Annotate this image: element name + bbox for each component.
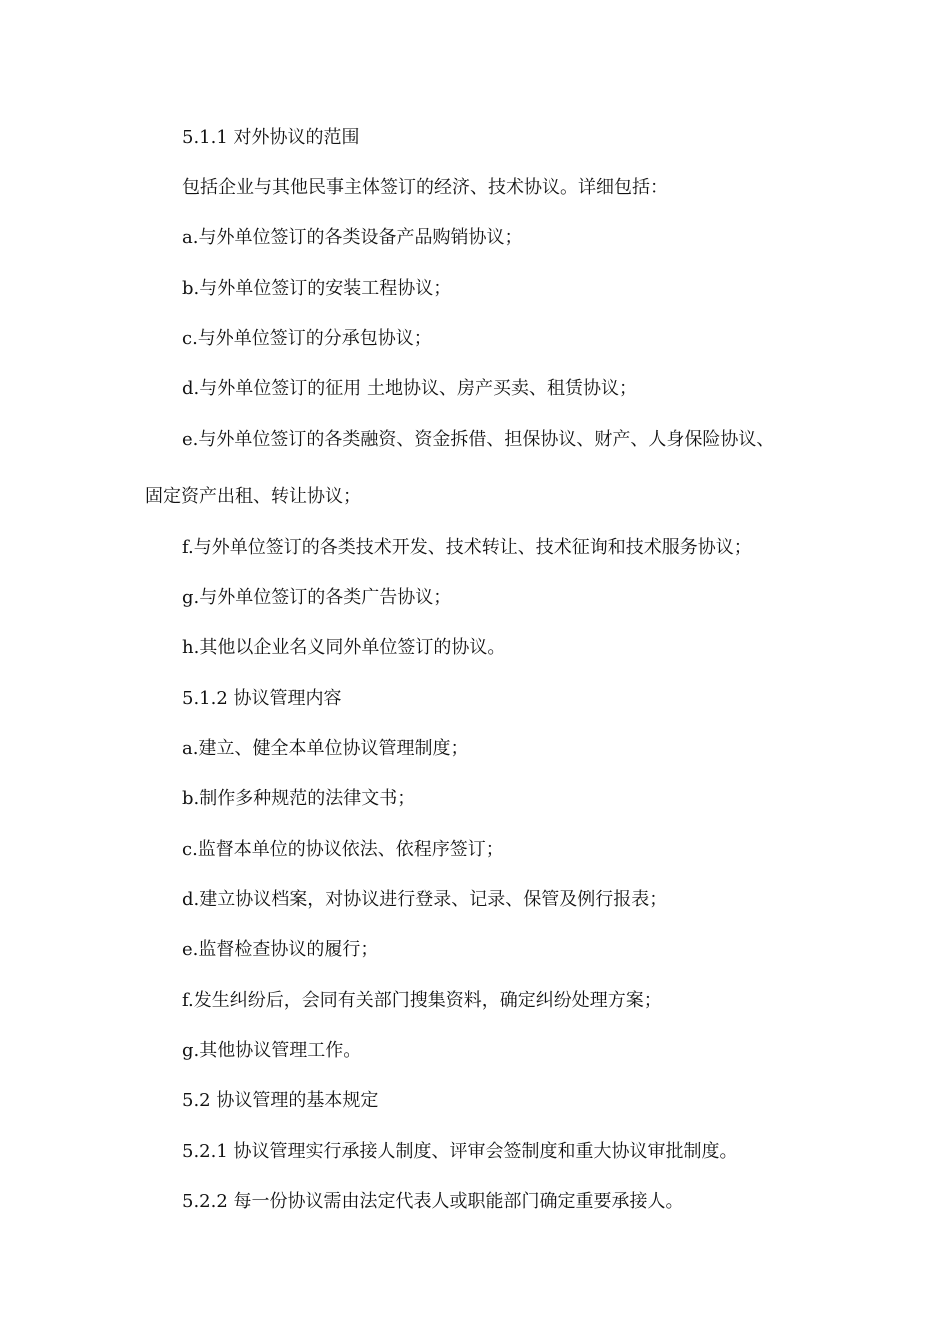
content-item-c: c.监督本单位的协议依法、依程序签订；: [182, 839, 504, 860]
list-item-e-continued: 固定资产出租、转让协议；: [145, 486, 361, 507]
content-item-g: g.其他协议管理工作。: [182, 1040, 362, 1061]
list-item-e: e.与外单位签订的各类融资、资金拆借、担保协议、财产、人身保险协议、: [182, 429, 775, 450]
list-item-b: b.与外单位签订的安装工程协议；: [182, 278, 452, 299]
paragraph-5-2-2: 5.2.2 每一份协议需由法定代表人或职能部门确定重要承接人。: [182, 1191, 684, 1212]
list-item-g: g.与外单位签订的各类广告协议；: [182, 587, 452, 608]
content-item-e: e.监督检查协议的履行；: [182, 939, 379, 960]
content-item-d: d.建立协议档案，对协议进行登录、记录、保管及例行报表；: [182, 889, 668, 910]
list-item-c: c.与外单位签订的分承包协议；: [182, 328, 432, 349]
content-item-f: f.发生纠纷后，会同有关部门搜集资料，确定纠纷处理方案；: [182, 990, 662, 1011]
heading-5-1-1: 5.1.1 对外协议的范围: [182, 127, 360, 148]
heading-5-1-2: 5.1.2 协议管理内容: [182, 688, 342, 709]
content-item-a: a.建立、健全本单位协议管理制度；: [182, 738, 469, 759]
list-item-a: a.与外单位签订的各类设备产品购销协议；: [182, 227, 523, 248]
heading-5-2: 5.2 协议管理的基本规定: [182, 1090, 379, 1111]
list-item-f: f.与外单位签订的各类技术开发、技术转让、技术征询和技术服务协议；: [182, 537, 752, 558]
paragraph-intro: 包括企业与其他民事主体签订的经济、技术协议。详细包括：: [182, 177, 668, 198]
paragraph-5-2-1: 5.2.1 协议管理实行承接人制度、评审会签制度和重大协议审批制度。: [182, 1141, 738, 1162]
content-item-b: b.制作多种规范的法律文书；: [182, 788, 416, 809]
list-item-d: d.与外单位签订的征用 土地协议、房产买卖、租赁协议；: [182, 378, 637, 399]
list-item-h: h.其他以企业名义同外单位签订的协议。: [182, 637, 506, 658]
